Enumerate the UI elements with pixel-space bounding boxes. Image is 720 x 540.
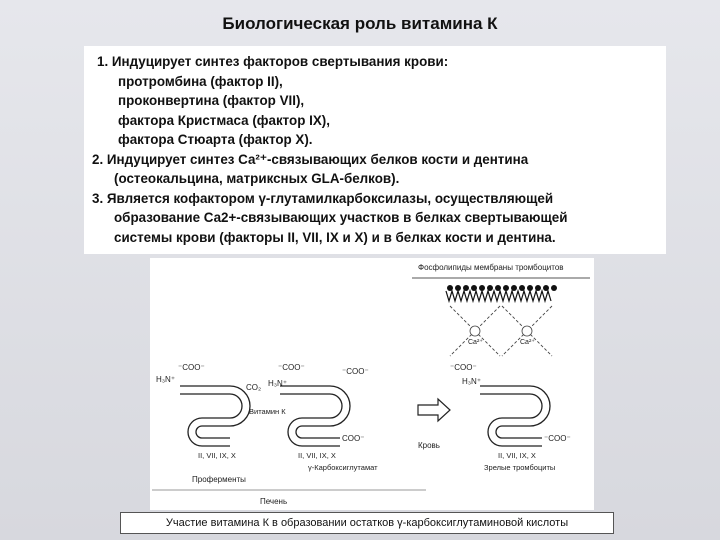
carboxylation-diagram [150,258,594,510]
item-2-line-2: (остеокальцина, матриксных GLA-белков). [114,171,400,186]
coo-left-1: ⁻COO⁻ [178,363,205,372]
phospholipid-heads [447,285,557,291]
diagram-svg [150,258,594,510]
ca-label-2: Ca²⁺ [520,339,535,346]
item-1: 1. Индуцирует синтез факторов свертывания крови: [97,54,449,69]
phospholipid-tails [446,291,551,301]
protein-chains [180,386,550,446]
figure-caption: Участие витамина К в образовании остатков γ-карбоксиглутаминовой кислоты [120,512,614,534]
h3n-3: H₃N⁺ [462,377,482,386]
vitamin-k-label: Витамин К [249,407,286,416]
factors-label-2: II, VII, IX, X [298,451,336,460]
coo-left-3: ⁻COO⁻ [450,363,477,372]
coo-left-2: ⁻COO⁻ [278,363,305,372]
liver-label: Печень [260,497,288,506]
reaction-arrow [418,399,450,421]
coo-bottom-2: COO⁻ [342,434,365,443]
item-1-sub-3: фактора Кристмаса (фактор IX), [118,112,330,128]
item-1-sub-1: протромбина (фактор II), [118,73,283,89]
item-1-sub-4: фактора Стюарта (фактор X). [118,132,313,147]
slide-title: Биологическая роль витамина К [222,14,498,33]
proferments-label: Проферменты [192,475,246,484]
h3n-1: H₃N⁺ [156,375,176,384]
item-2-line-1: 2. Индуцирует синтез Са²⁺-связывающих белков кости и дентина [92,151,529,167]
item-3-line-1: 3. Является кофактором γ-глутамилкарбоксилазы, осуществляющей [92,190,554,206]
calcium-ion-1 [470,326,480,336]
h3n-2: H₃N⁺ [268,379,288,388]
factors-label-3: II, VII, IX, X [498,451,536,460]
ca-label-1: Ca²⁺ [468,339,483,346]
calcium-bridges [450,306,552,356]
gamma-carboxy-label: γ-Карбоксиглутамат [308,463,378,472]
blood-label: Кровь [418,441,440,450]
text-box [84,46,666,254]
item-1-sub-2: проконвертина (фактор VII), [118,93,305,108]
factors-label-1: II, VII, IX, X [198,451,236,460]
calcium-ion-2 [522,326,532,336]
coo-bottom-3: ⁻COO⁻ [544,434,571,443]
membrane-label: Фосфолипиды мембраны тромбоцитов [418,263,564,272]
item-3-line-2: образование Са2+-связывающих участков в белках свертывающей [114,210,568,225]
item-3-line-3: системы крови (факторы II, VII, IX и X) и в белках кости и дентина. [114,229,556,245]
co2-label: CO₂ [246,383,262,392]
coo-right-2: ⁻COO⁻ [342,367,369,376]
mature-platelets-label: Зрелые тромбоциты [484,463,556,472]
